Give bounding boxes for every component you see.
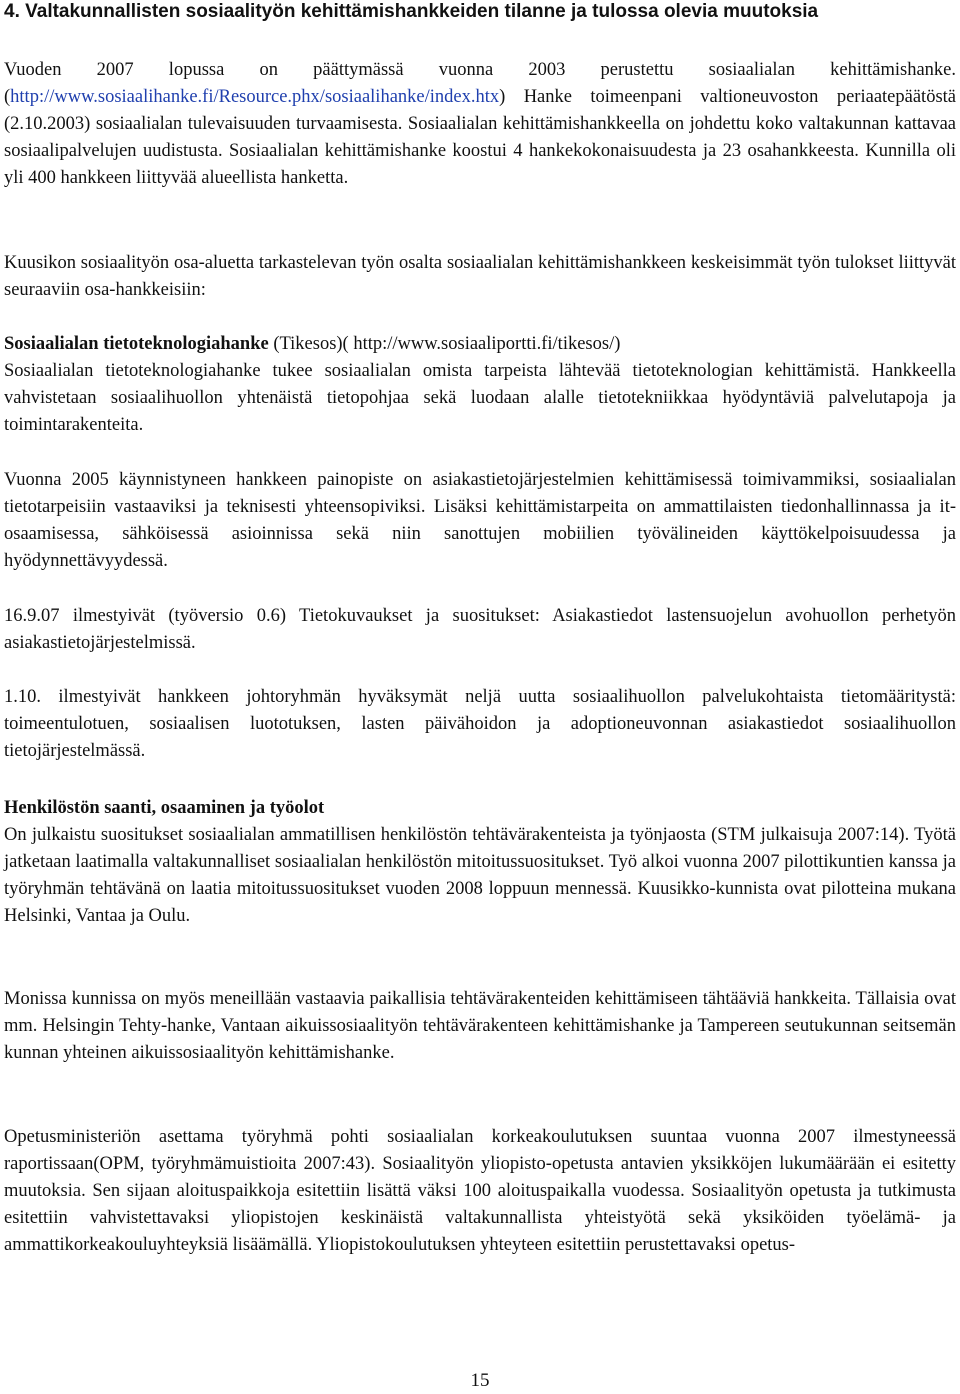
paragraph-intro-text-after: ) Hanke toimeenpani valtioneuvoston periaatepäätöstä (2.10.2003) sosiaalialan tulevaisuuden turvaamisesta. Sosiaalialan kehittämishankkeella on johdettu koko valtakunnan kattavaa sosiaalipalvelujen uudistusta. Sosiaalialan kehittämishanke koostui 4 hankekokonaisuudesta ja 23 osahankkeesta. Kunnilla oli yli 400 hankkeen liittyvää alueellista hanketta.	[4, 87, 956, 188]
henkilosto-text: On julkaistu suositukset sosiaalialan ammatillisen henkilöstön tehtävärakenteista ja työnjaosta (STM julkaisuja 2007:14). Työtä jatketaan laatimalla valtakunnalliset sosiaalialan henkilöstön mitoitussuositukset. Työ alkoi vuonna 2007 pilottikuntien kanssa ja työryhmän tehtävänä on laatia mitoitussuositukset vuoden 2008 loppuun mennessä. Kuusikko-kunnista ovat pilotteina mukana Helsinki, Vantaa ja Oulu.	[4, 825, 956, 926]
paragraph-16-9-07: 16.9.07 ilmestyivät (työversio 0.6) Tietokuvaukset ja suositukset: Asiakastiedot lastensuojelun avohuollon perhetyön asiakastietojärjestelmissä.	[4, 606, 956, 653]
paragraph-opetusministerio: Opetusministeriön asettama työryhmä pohti sosiaalialan korkeakoulutuksen suuntaa vuonna 2007 ilmestyneessä raportissaan(OPM, työryhmämuistioita 2007:43). Sosiaalityön yliopisto-opetusta antavien yksikköjen lukumäärään ei esitetty muutoksia. Sen sijaan aloituspaikkoja esitettiin lisättä väksi 100 aloituspaikalla vuodessa. Sosiaalityön opetusta ja tutkimusta esitettiin vahvistettavaksi yliopistojen keskinäistä valtakunnallista yhteistyötä sekä yksiköiden työelämä- ja ammattikorkeakouluyhteyksiä lisäämällä. Yliopistokoulutuksen yhteyteen esitettiin perustettavaksi opetus-	[4, 1127, 956, 1255]
section-heading: 4. Valtakunnallisten sosiaalityön kehittämishankkeiden tilanne ja tulossa olevia muutoksia	[4, 1, 819, 22]
paragraph-tikesos	[4, 331, 956, 439]
paragraph-intro	[4, 57, 956, 192]
paragraph-kuusikko: Kuusikon sosiaalityön osa-aluetta tarkastelevan työn osalta sosiaalialan kehittämishankkeen keskeisimmät työn tulokset liittyvät seuraaviin osa-hankkeisiin:	[4, 253, 956, 300]
paragraph-2005: Vuonna 2005 käynnistyneen hankkeen painopiste on asiakastietojärjestelmien kehittämisessä toimivammiksi, sosiaalialan tietotarpeisiin vastaaviksi ja teknisesti yhteensopiviksi. Lisäksi kehittämistarpeita on ammattilaisten tiedonhallinnassa ja it-osaamisessa, sähköisessä asioinnissa sekä niin sanottujen mobiilien työvälineiden käyttökelpoisuudessa ja hyödynnettävyydessä.	[4, 470, 956, 571]
tikesos-link: (Tikesos)( http://www.sosiaaliportti.fi/tikesos/)	[268, 334, 621, 354]
paragraph-1-10: 1.10. ilmestyivät hankkeen johtoryhmän hyväksymät neljä uutta sosiaalihuollon palvelukohtaista tietomääritystä: toimeentulotuen, sosiaalisen luototuksen, lasten päivähoidon ja adoptioneuvonnan asiakastiedot sosiaalihuollon tietojärjestelmässä.	[4, 687, 956, 761]
paragraph-paikalliset-hankkeet: Monissa kunnissa on myös meneillään vastaavia paikallisia tehtävärakenteiden kehittämiseen tähtääviä hankkeita. Tällaisia ovat mm. Helsingin Tehty-hanke, Vantaan aikuissosiaalityön tehtävärakenteen kehittämishanke ja Tampereen seutukunnan seitsemän kunnan yhteinen aikuissosiaalityön kehittämishanke.	[4, 989, 956, 1063]
henkilosto-title: Henkilöstön saanti, osaaminen ja työolot	[4, 798, 325, 818]
paragraph-intro-text-before: Vuoden 2007 lopussa on päättymässä vuonna 2003 perustettu sosiaalialan kehittämishanke. (	[4, 60, 956, 107]
tikesos-text: Sosiaalialan tietoteknologiahanke tukee sosiaalialan omista tarpeista lähtevää tietoteknologian kehittämistä. Hankkeella vahvistetaan sosiaalihuollon yhtenäistä tietopohjaa sekä luodaan alalle tietotekniikkaa hyödyntäviä palvelutapoja ja toimintarakenteita.	[4, 361, 956, 435]
page-number: 15	[470, 1370, 490, 1391]
sosiaalihanke-link[interactable]: http://www.sosiaalihanke.fi/Resource.phx/sosiaalihanke/index.htx	[10, 87, 500, 107]
tikesos-title: Sosiaalialan tietoteknologiahanke	[4, 334, 269, 354]
paragraph-henkilosto	[4, 795, 956, 930]
